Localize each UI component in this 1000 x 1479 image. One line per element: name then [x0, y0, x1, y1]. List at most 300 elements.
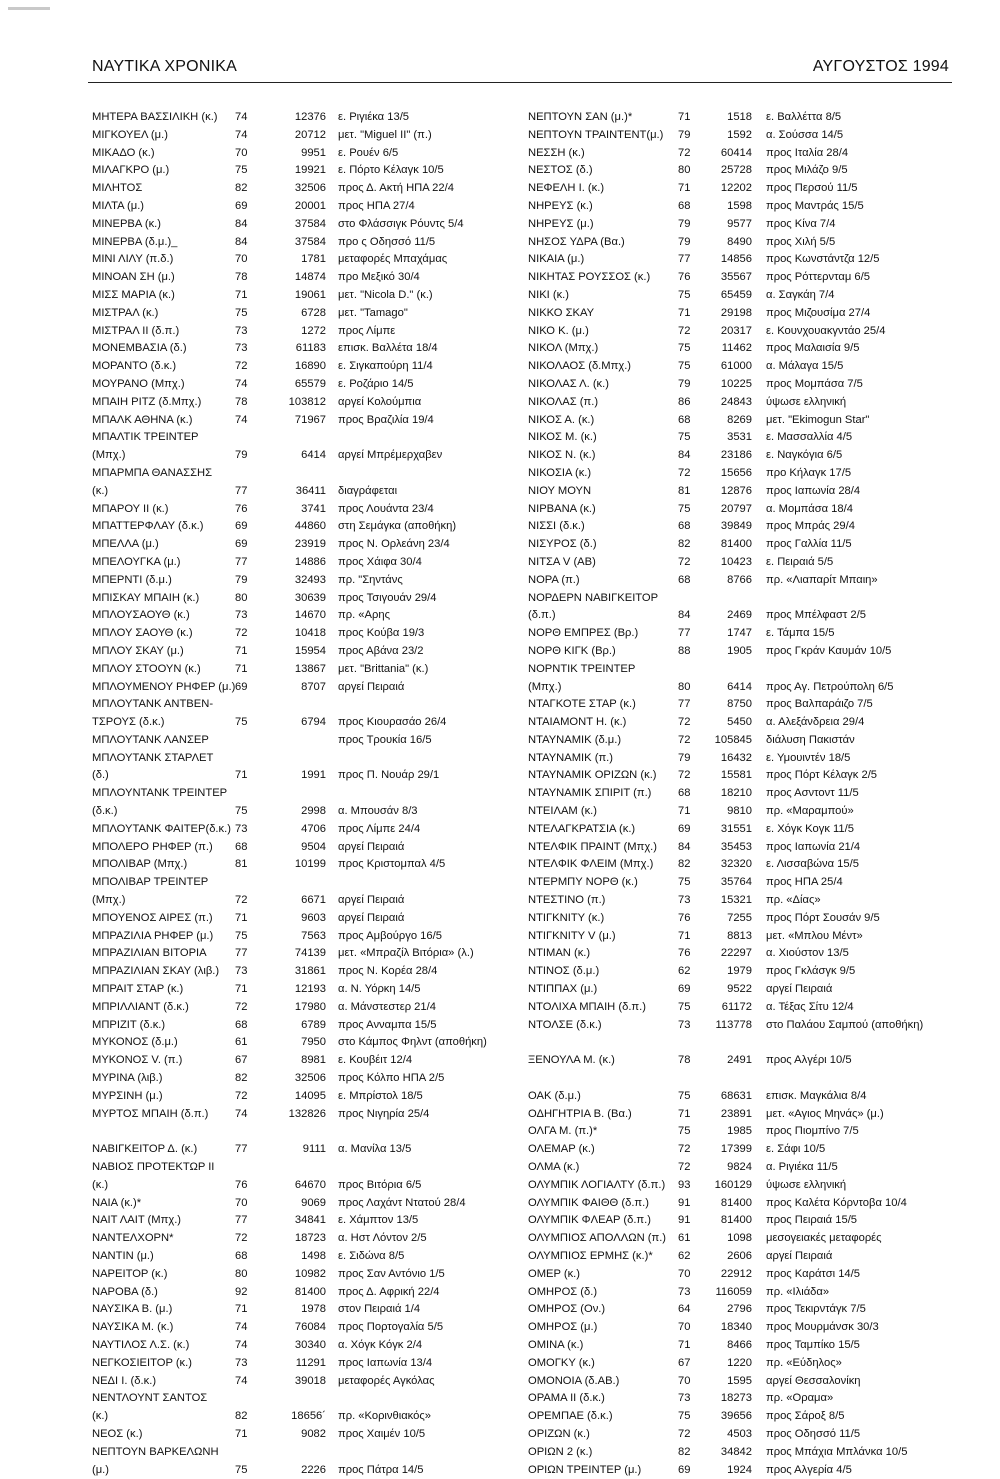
ship-name: ΜΙΣΣ ΜΑΡΙΑ (κ.): [92, 288, 175, 301]
movement-note: προς Γκράν Καυμάν 10/5: [766, 644, 892, 657]
build-year: 70: [235, 1196, 248, 1209]
ship-entry: [92, 483, 517, 501]
tonnage: 35453: [720, 840, 752, 853]
build-year: 75: [678, 360, 691, 373]
movement-note: προς ΗΠΑ 27/4: [338, 199, 415, 212]
ship-entry: [528, 1212, 948, 1230]
build-year: 80: [235, 591, 248, 604]
movement-note: μεταφορές Αγκόλας: [338, 1374, 435, 1387]
ship-name: ΝΕΟΣ (κ.): [92, 1427, 143, 1440]
build-year: 77: [235, 947, 248, 960]
ship-name: ΜΠΡΙΛΛΙΑΝΤ (δ.κ.): [92, 1000, 189, 1013]
tonnage: 29198: [720, 306, 752, 319]
page-header: [92, 58, 949, 76]
ship-entry: [528, 465, 948, 483]
build-year: 68: [678, 520, 691, 533]
build-year: 74: [235, 1338, 248, 1351]
tonnage: 11462: [721, 342, 752, 355]
ship-name: ΜΠΡΑΖΙΛΙΑΝ ΒΙΤΟΡΙΑ: [92, 947, 207, 960]
ship-entry: [528, 1319, 948, 1337]
movement-note: αργεί Πειραιά: [766, 983, 833, 996]
publication-title: ΝΑΥΤΙΚΑ ΧΡΟΝΙΚΑ: [92, 58, 237, 75]
build-year: 74: [235, 111, 248, 123]
movement-note: ε. Πόρτο Κέλαγκ 10/5: [338, 164, 444, 177]
tonnage: 2998: [301, 805, 326, 818]
ship-name: ΝΙΚΟΛΑΣ (π.): [528, 395, 599, 408]
movement-note: α. Μπουσάν 8/3: [338, 805, 418, 818]
ship-name: ΟΜΗΡΟΣ (Ον.): [528, 1303, 606, 1316]
scan-corner-mark: [8, 7, 50, 10]
build-year: 82: [678, 1445, 691, 1458]
movement-note: προς Πόρτ Σουσάν 9/5: [766, 911, 880, 924]
movement-note: προς Καλέτα Κόρντοβα 10/4: [766, 1196, 907, 1209]
ship-name: ΝΕΠΤΟΥΝ ΤΡΑΙΝΤΕΝΤ(μ.): [528, 128, 664, 141]
tonnage: 9111: [302, 1143, 326, 1156]
tonnage: 132826: [288, 1107, 326, 1120]
build-year: 68: [235, 840, 248, 853]
tonnage: 10423: [720, 555, 752, 568]
ship-entry: [528, 785, 948, 803]
tonnage: 14095: [294, 1089, 326, 1102]
movement-note: μεσογειακές μεταφορές: [766, 1232, 882, 1245]
build-year: 71: [235, 1303, 248, 1316]
build-year: 73: [235, 822, 248, 835]
ship-entry: [528, 501, 948, 519]
build-year: 74: [235, 413, 248, 426]
tonnage: 2491: [727, 1054, 752, 1067]
ship-name: ΜΠΡΙΖΙΤ (δ.κ.): [92, 1018, 166, 1031]
ship-entry: [528, 607, 948, 625]
ship-entry: [528, 1230, 948, 1248]
build-year: 77: [678, 253, 691, 266]
ship-name: ΞΕΝΟΥΛΑ Μ. (κ.): [528, 1054, 615, 1067]
ship-name: ΝΟΡΘ ΚΙΓΚ (Βρ.): [528, 644, 616, 657]
ship-name: ΝΤΕΛΦΙΚ ΦΛΕΙΜ (Μπχ.): [528, 858, 654, 871]
ship-name: ΟΛΓΑ Μ. (π.)*: [528, 1125, 598, 1138]
build-year: 75: [678, 1089, 691, 1102]
ship-entry: [92, 1159, 517, 1177]
build-year: 81: [678, 484, 691, 497]
tonnage: 1747: [727, 627, 752, 640]
ship-entry: [92, 1195, 517, 1213]
movement-note: προς Μουρμάνσκ 30/3: [766, 1321, 879, 1334]
movement-note: προς Λουάντα 23/4: [338, 502, 434, 515]
movement-note: προς Χάιφα 30/4: [338, 555, 422, 568]
ship-entry: [528, 981, 948, 999]
movement-note: πρ. «Εύδηλος»: [766, 1356, 842, 1369]
tonnage: 1598: [727, 199, 752, 212]
build-year: 79: [678, 235, 691, 248]
tonnage: 9951: [301, 146, 326, 159]
ship-entry: [528, 1284, 948, 1302]
build-year: 76: [678, 911, 691, 924]
ship-name: ΜΠΟΛΕΡΟ ΡΗΦΕΡ (π.): [92, 840, 213, 853]
ship-entry: [528, 874, 948, 892]
ship-entry: [528, 1355, 948, 1373]
ship-name: ΝΙΚΟΣΙΑ (κ.): [528, 466, 592, 479]
ship-name: ΜΠΛΟΥΤΑΝΚ ΑΝΤΒΕΝ-: [92, 698, 214, 711]
ship-name: ΜΙΝΙ ΛΙΛΥ (π.δ.): [92, 253, 174, 266]
tonnage: 11291: [295, 1356, 326, 1369]
ship-entry: [92, 750, 517, 768]
movement-note: ε. Ριγιέκα 13/5: [338, 111, 410, 123]
movement-note: προς Ν. Ορλεάνη 23/4: [338, 538, 450, 551]
tonnage: 18210: [720, 787, 752, 800]
movement-note: προς ΗΠΑ 25/4: [766, 876, 843, 889]
build-year: 81: [235, 858, 248, 871]
ship-name: (κ.): [92, 484, 109, 497]
ship-entry: [92, 1426, 517, 1444]
build-year: 62: [678, 1250, 691, 1262]
ship-name: ΜΠΕΛΛΑ (μ.): [92, 538, 159, 551]
ship-name: ΜΠΟΥΕΝΟΣ ΑΙΡΕΣ (π.): [92, 911, 213, 924]
build-year: 72: [678, 466, 691, 479]
tonnage: 37584: [294, 235, 326, 248]
movement-note: αργεί Πειραιά: [338, 894, 405, 907]
ship-name: ΜΟΥΡΑΝΟ (Μπχ.): [92, 377, 185, 390]
build-year: 73: [678, 894, 691, 907]
movement-note: προς Κριστομπαλ 4/5: [338, 858, 446, 871]
ship-name: ΜΥΡΙΝΑ (λιβ.): [92, 1072, 163, 1085]
build-year: 86: [678, 395, 691, 408]
movement-note: προς Ταμπίκο 15/5: [766, 1338, 860, 1351]
ship-entry: [92, 1141, 517, 1159]
tonnage: 1592: [727, 128, 752, 141]
movement-note: αργεί Πειραιά: [338, 680, 405, 693]
ship-name: (κ.): [92, 1178, 109, 1191]
tonnage: 3531: [727, 431, 752, 444]
ship-entry: [92, 1070, 517, 1088]
movement-note: στον Πειραιά 1/4: [338, 1303, 421, 1316]
ship-name: ΝΤΕΡΜΠΥ ΝΟΡΘ (κ.): [528, 876, 638, 889]
tonnage: 1498: [301, 1250, 326, 1262]
build-year: 73: [678, 1392, 691, 1405]
ship-entry: [528, 1195, 948, 1213]
tonnage: 9082: [301, 1427, 326, 1440]
tonnage: 15656: [720, 466, 752, 479]
movement-note: προς Μπάχια Μπλάνκα 10/5: [766, 1445, 908, 1458]
tonnage: 4706: [301, 822, 326, 835]
tonnage: 9824: [727, 1161, 752, 1174]
ship-name: ΟΔΗΓΗΤΡΙΑ Β. (Βα.): [528, 1107, 632, 1120]
movement-note: προς Καράτσι 14/5: [766, 1267, 860, 1280]
ship-name: ΜΥΡΣΙΝΗ (μ.): [92, 1089, 163, 1102]
ship-name: ΜΠΛΟΥΝΤΑΝΚ ΤΡΕΙΝΤΕΡ: [92, 787, 228, 800]
tonnage: 23186: [720, 449, 752, 462]
tonnage: 64670: [294, 1178, 326, 1191]
movement-note: προς Χαιμέν 10/5: [338, 1427, 426, 1440]
tonnage: 15954: [294, 644, 326, 657]
movement-note: αργεί Πειραιά: [338, 911, 405, 924]
tonnage: 8707: [301, 680, 326, 693]
ship-name: ΝΤΕΙΛΑΜ (κ.): [528, 805, 597, 818]
movement-note: προς Γκλάσγκ 9/5: [766, 965, 856, 978]
build-year: 75: [235, 306, 248, 319]
ship-name: ΝΕΓΚΟΣΙΕΙΤΟΡ (κ.): [92, 1356, 192, 1369]
movement-note: προς Χιλή 5/5: [766, 235, 836, 248]
build-year: 75: [678, 876, 691, 889]
build-year: 78: [678, 1054, 691, 1067]
tonnage: 15321: [720, 894, 752, 907]
ship-name: ΝΤΙΠΠΑΧ (μ.): [528, 983, 598, 996]
ship-name: ΝΕΠΤΟΥΝ ΒΑΡΚΕΛΩΝΗ: [92, 1445, 219, 1458]
tonnage: 35567: [720, 271, 752, 284]
movement-note: πρ. «Δίας»: [766, 894, 821, 907]
movement-note: προς Αγ. Πετρούπολη 6/5: [766, 680, 894, 693]
ship-name: ΝΙΚΟ Κ. (μ.): [528, 324, 589, 337]
build-year: 71: [235, 769, 248, 782]
build-year: 72: [678, 1143, 691, 1156]
movement-note: μετ. «Αγιος Μηνάς» (μ.): [766, 1107, 884, 1120]
build-year: 72: [235, 627, 248, 640]
movement-note: προς Δ. Ακτή ΗΠΑ 22/4: [338, 182, 454, 195]
ship-entry: [92, 874, 517, 892]
ship-entry: [528, 518, 948, 536]
build-year: 68: [235, 1250, 248, 1262]
tonnage: 160129: [714, 1178, 752, 1191]
ship-name: ΝΙΚΟΛ (Μπχ.): [528, 342, 599, 355]
ship-entry: [528, 732, 948, 750]
ship-entry: [528, 145, 948, 163]
tonnage: 1272: [301, 324, 326, 337]
ship-name: ΟΛΥΜΠΙΚ ΦΛΕΑΡ (δ.π.): [528, 1214, 651, 1227]
ship-entry: [528, 429, 948, 447]
build-year: 76: [678, 947, 691, 960]
movement-note: μετ. «Μπραζίλ Βιτόρια» (λ.): [338, 947, 474, 960]
tonnage: 14886: [294, 555, 326, 568]
ship-name: ΝΙΚΗΤΑΣ ΡΟΥΣΣΟΣ (κ.): [528, 271, 651, 284]
ship-name: ΜΠΡΑΙΤ ΣΤΑΡ (κ.): [92, 983, 184, 996]
ship-entry: [528, 963, 948, 981]
tonnage: 81400: [294, 1285, 326, 1298]
ship-entry: [92, 1177, 517, 1195]
movement-note: αργεί Θεσσαλονίκη: [766, 1374, 861, 1387]
section-gap: [528, 1034, 948, 1052]
ship-name: (κ.): [92, 1410, 109, 1423]
tonnage: 3741: [301, 502, 326, 515]
build-year: 73: [678, 1285, 691, 1298]
build-year: 79: [678, 217, 691, 230]
ship-entry: [528, 679, 948, 697]
ship-name: ΟΛΥΜΠΙΟΣ ΕΡΜΗΣ (κ.)*: [528, 1250, 653, 1262]
ship-entry: [92, 856, 517, 874]
ship-name: ΝΗΡΕΥΣ (κ.): [528, 199, 593, 212]
build-year: 71: [678, 111, 691, 123]
ship-name: (δ.κ.): [92, 805, 118, 818]
ship-entry: [528, 590, 948, 608]
ship-name: ΜΠΡΑΖΙΛΙΑ ΡΗΦΕΡ (μ.): [92, 929, 214, 942]
ship-name: ΜΠΑΡΜΠΑ ΘΑΝΑΣΣΗΣ: [92, 466, 213, 479]
movement-note: προς Βαλπαράιζο 7/5: [766, 698, 873, 711]
build-year: 73: [235, 965, 248, 978]
ship-entry: [92, 1319, 517, 1337]
ship-entry: [528, 1248, 948, 1266]
build-year: 70: [235, 253, 248, 266]
ship-entry: [528, 340, 948, 358]
ship-name: ΟΛΜΑ (κ.): [528, 1161, 580, 1174]
ship-entry: [528, 376, 948, 394]
movement-note: ε. Τάμπα 15/5: [766, 627, 835, 640]
movement-note: προς Αμβούργο 16/5: [338, 929, 442, 942]
ship-name: ΝΑΝΤΙΝ (μ.): [92, 1250, 154, 1262]
tonnage: 16432: [720, 751, 752, 764]
ship-entry: [528, 323, 948, 341]
tonnage: 2226: [301, 1463, 326, 1476]
build-year: 75: [235, 716, 248, 729]
ship-entry: [92, 412, 517, 430]
build-year: 70: [678, 1321, 691, 1334]
tonnage: 19061: [294, 288, 326, 301]
movement-note: αργεί Μπρέμερχαβεν: [338, 449, 443, 462]
build-year: 84: [678, 840, 691, 853]
build-year: 82: [235, 182, 248, 195]
tonnage: 6414: [727, 680, 752, 693]
build-year: 72: [678, 1161, 691, 1174]
ship-entry: [528, 767, 948, 785]
ship-name: ΜΠΟΛΙΒΑΡ (Μπχ.): [92, 858, 188, 871]
tonnage: 36411: [295, 484, 326, 497]
build-year: 72: [235, 1232, 248, 1245]
movement-note: στο Φλάσσιγκ Ρόυντς 5/4: [338, 217, 464, 230]
tonnage: 61183: [295, 342, 326, 355]
build-year: 74: [235, 128, 248, 141]
tonnage: 19921: [294, 164, 326, 177]
build-year: 68: [678, 413, 691, 426]
ship-entry: [528, 234, 948, 252]
ship-name: ΜΠΛΟΥΣΑΟΥΘ (κ.): [92, 609, 190, 622]
movement-note: προς Μπράς 29/4: [766, 520, 855, 533]
ship-entry: [92, 928, 517, 946]
movement-note: ε. Χάμπτον 13/5: [338, 1214, 419, 1227]
ship-entry: [92, 661, 517, 679]
ship-entry: [92, 625, 517, 643]
build-year: 84: [678, 609, 691, 622]
tonnage: 14670: [294, 609, 326, 622]
ship-entry: [528, 821, 948, 839]
build-year: 84: [235, 235, 248, 248]
ship-name: ΜΠΑΡΟΥ II (κ.): [92, 502, 169, 515]
movement-note: προς Βιτόρια 6/5: [338, 1178, 422, 1191]
ship-name: ΝΕΔΙ Ι. (δ.κ.): [92, 1374, 157, 1387]
movement-note: μετ. "Nicola D." (κ.): [338, 288, 433, 301]
tonnage: 18723: [294, 1232, 326, 1245]
tonnage: 14874: [294, 271, 326, 284]
ship-entry: [92, 501, 517, 519]
ship-name: (μ.): [92, 1463, 110, 1476]
ship-entry: [528, 910, 948, 928]
ship-entry: [92, 127, 517, 145]
ship-name: ΜΗΤΕΡΑ ΒΑΣΣΙΛΙΚΗ (κ.): [92, 111, 218, 123]
movement-note: προς Ρόττερνταμ 6/5: [766, 271, 870, 284]
ship-name: ΤΣΡΟΥΣ (δ.κ.): [92, 716, 165, 729]
movement-note: μεταφορές Μπαχάμας: [338, 253, 448, 266]
movement-note: ε. Μπρίστολ 18/5: [338, 1089, 423, 1102]
movement-note: α. Ν. Υόρκη 14/5: [338, 983, 421, 996]
ship-name: ΜΥΚΟΝΟΣ (δ.μ.): [92, 1036, 178, 1049]
build-year: 79: [678, 751, 691, 764]
ship-name: ΝΟΡΑ (π.): [528, 573, 580, 586]
build-year: 71: [235, 1427, 248, 1440]
build-year: 74: [235, 1374, 248, 1387]
build-year: 76: [235, 502, 248, 515]
ship-name: (δ.π.): [528, 609, 556, 622]
ship-entry: [92, 269, 517, 287]
ship-name: ΝΑΡΟΒΑ (δ.): [92, 1285, 158, 1298]
tonnage: 1220: [727, 1356, 752, 1369]
tonnage: 23891: [720, 1107, 752, 1120]
tonnage: 20712: [294, 128, 326, 141]
movement-note: προς Τεκιρντάγκ 7/5: [766, 1303, 866, 1316]
ship-entry: [92, 198, 517, 216]
movement-note: προς Αλγέρι 10/5: [766, 1054, 852, 1067]
ship-name: ΝΤΙΓΚΝΙΤΥ V (μ.): [528, 929, 616, 942]
movement-note: προς Νιγηρία 25/4: [338, 1107, 430, 1120]
ship-name: ΝΤΑΥΝΑΜΙΚ ΣΠΙΡΙΤ (π.): [528, 787, 652, 800]
ship-entry: [92, 554, 517, 572]
ship-name: ΜΠΛΟΥ ΣΤΟΟΥΝ (κ.): [92, 662, 201, 675]
ship-entry: [92, 429, 517, 447]
ship-name: ΟΛΥΜΠΙΚ ΦΑΙΘΘ (δ.π.): [528, 1196, 649, 1209]
build-year: 75: [678, 342, 691, 355]
build-year: 68: [678, 573, 691, 586]
ship-name: ΝΗΣΟΣ ΥΔΡΑ (Βα.): [528, 235, 625, 248]
tonnage: 22912: [720, 1267, 752, 1280]
ship-entry: [92, 839, 517, 857]
ship-entry: [528, 251, 948, 269]
ship-list-right-column: [528, 109, 948, 1479]
ship-entry: [528, 1390, 948, 1408]
movement-note: πρ. "Σηντάνς: [338, 573, 403, 586]
movement-note: ύψωσε ελληνική: [766, 1178, 847, 1191]
tonnage: 9069: [301, 1196, 326, 1209]
tonnage: 6794: [301, 716, 326, 729]
ship-name: ΟΛΕΜΑΡ (κ.): [528, 1143, 595, 1156]
tonnage: 1518: [727, 111, 752, 123]
ship-name: ΝΙΚΑΙΑ (μ.): [528, 253, 585, 266]
ship-entry: [92, 536, 517, 554]
tonnage: 39849: [720, 520, 752, 533]
tonnage: 8466: [727, 1338, 752, 1351]
movement-note: προς Λαχάντ Ντατού 28/4: [338, 1196, 466, 1209]
movement-note: α. Μάνστεστερ 21/4: [338, 1000, 436, 1013]
ship-name: ΜΠΛΟΥΤΑΝΚ ΛΑΝΣΕΡ: [92, 733, 209, 746]
ship-name: ΝΤΙΜΑΝ (κ.): [528, 947, 591, 960]
ship-name: ΜΟΡΑΝΤΟ (δ.κ.): [92, 360, 177, 373]
ship-name: ΟΡΕΜΠΑΕ (δ.κ.): [528, 1410, 613, 1423]
ship-entry: [92, 696, 517, 714]
build-year: 79: [678, 377, 691, 390]
ship-name: ΝΤΕΛΑΓΚΡΑΤΣΙΑ (κ.): [528, 822, 636, 835]
build-year: 72: [235, 360, 248, 373]
ship-entry: [92, 376, 517, 394]
tonnage: 1781: [301, 253, 326, 266]
tonnage: 35764: [720, 876, 752, 889]
movement-note: προς Αλγερία 4/5: [766, 1463, 852, 1476]
ship-entry: [92, 1106, 517, 1124]
build-year: 82: [678, 538, 691, 551]
tonnage: 6789: [301, 1018, 326, 1031]
ship-entry: [92, 910, 517, 928]
movement-note: μετ. "Miguel II" (π.): [338, 128, 432, 141]
build-year: 68: [678, 787, 691, 800]
movement-note: μετ. «Μπλου Μέντ»: [766, 929, 863, 942]
ship-entry: [528, 750, 948, 768]
build-year: 70: [235, 146, 248, 159]
movement-note: προς Μομπάσα 7/5: [766, 377, 863, 390]
movement-note: αργεί Πειραιά: [766, 1250, 833, 1262]
ship-name: ΜΙΛΑΓΚΡΟ (μ.): [92, 164, 170, 177]
tonnage: 61000: [720, 360, 752, 373]
